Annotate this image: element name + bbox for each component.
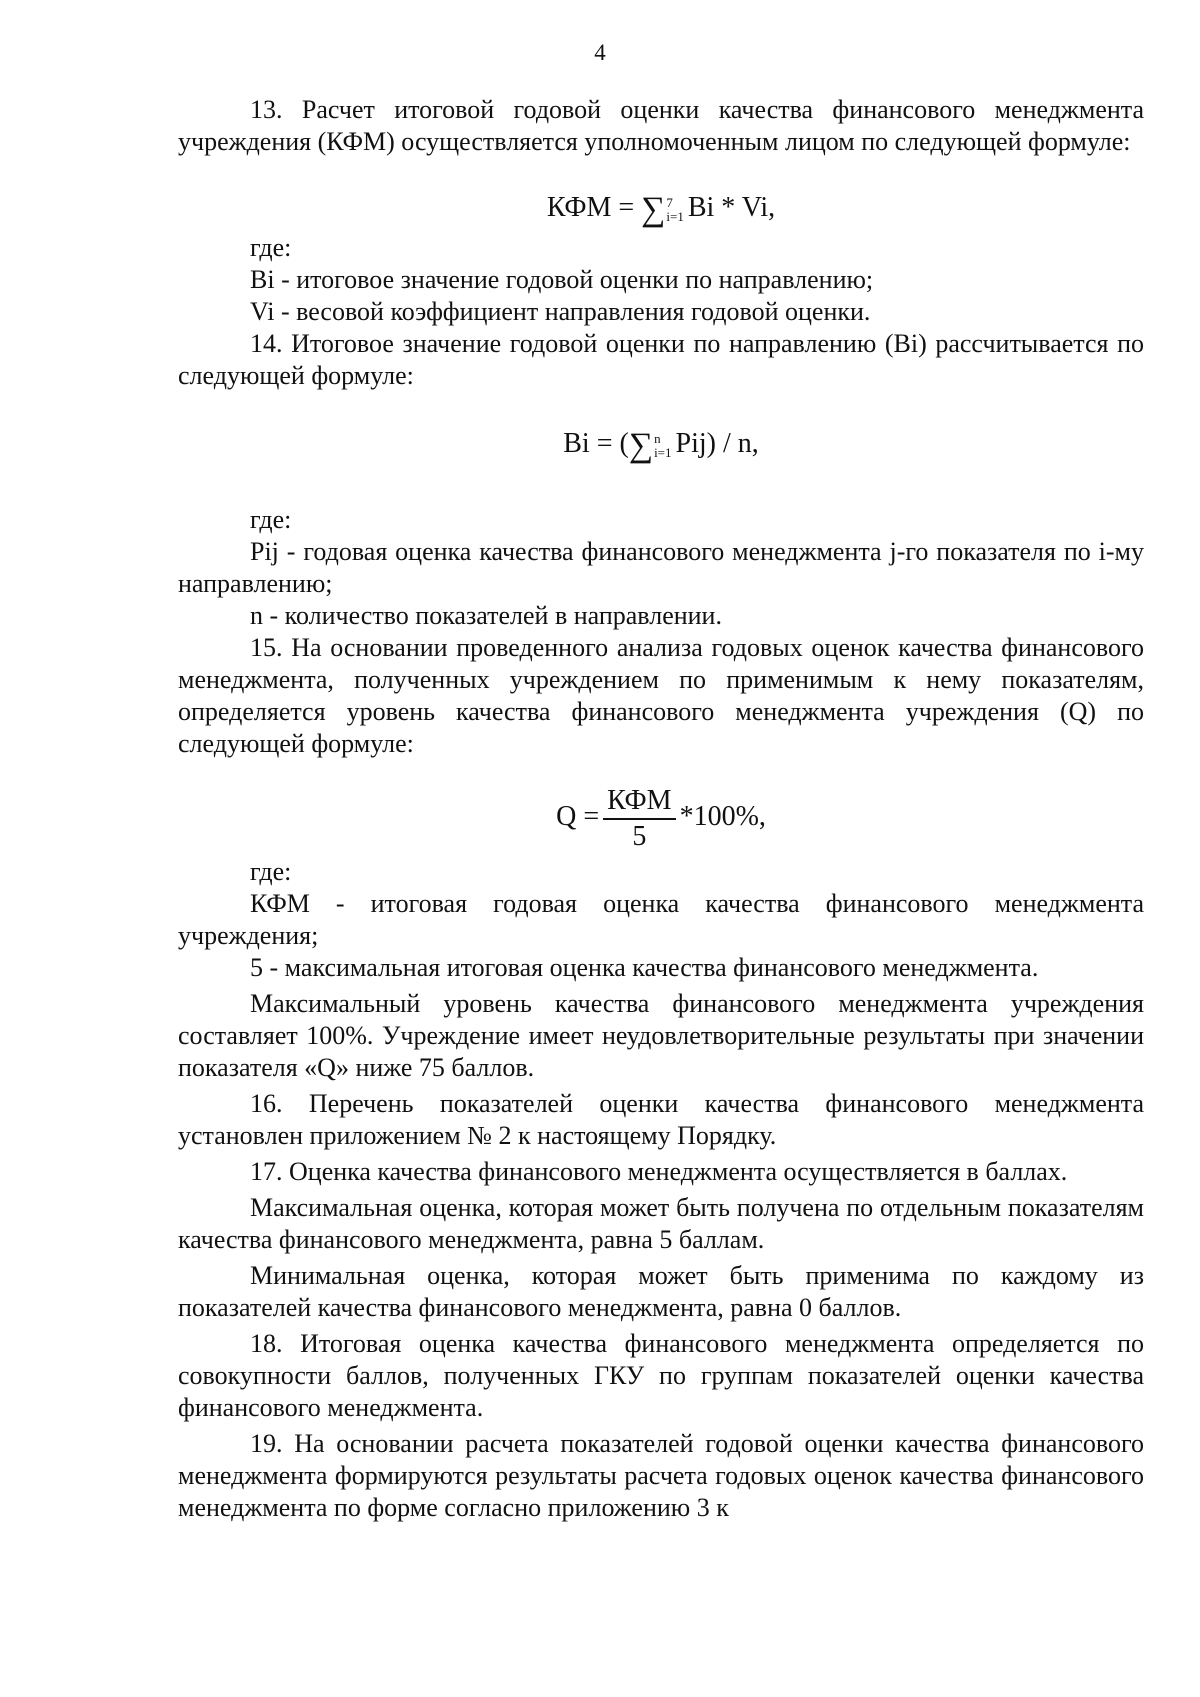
formula-q <box>178 784 1144 850</box>
sum-sign: ∑ <box>641 191 666 228</box>
definition-pij: Pij - годовая оценка качества финансового менеджмента j-го показателя по i-му направлению; <box>178 537 1144 598</box>
sum-upper: 7 <box>666 194 673 210</box>
formula-bi-lhs: Bi = ( <box>563 428 629 459</box>
paragraph-15-max-level: Максимальный уровень качества финансового менеджмента учреждения составляет 100%. Учреждение имеет неудовлетворительные результаты при значении показателя «Q» ниже 75 баллов. <box>178 989 1144 1082</box>
where-label-2: где: <box>250 505 292 534</box>
paragraph-17: 17. Оценка качества финансового менеджмента осуществляется в баллах. <box>250 1157 1068 1186</box>
definition-vi: Vi - весовой коэффициент направления годовой оценки. <box>250 297 871 326</box>
sum-limits <box>654 432 671 460</box>
where-label-3: где: <box>250 857 292 886</box>
page-number: 4 <box>594 40 606 65</box>
definition-kfm: КФМ - итоговая годовая оценка качества финансового менеджмента учреждения; <box>178 889 1144 950</box>
definition-5: 5 - максимальная итоговая оценка качества финансового менеджмента. <box>250 953 1039 982</box>
formula-bi <box>178 422 1144 466</box>
formula-q-lhs: Q = <box>556 801 600 832</box>
paragraph-17-min: Минимальная оценка, которая может быть применима по каждому из показателей качества финансового менеджмента, равна 0 баллов. <box>178 1261 1144 1322</box>
paragraph-14: 14. Итоговое значение годовой оценки по направлению (Bi) рассчитывается по следующей формуле: <box>178 329 1144 390</box>
fraction-numerator: КФМ <box>603 786 675 820</box>
where-label-1: где: <box>250 233 292 262</box>
document-body <box>178 94 1144 1524</box>
formula-kfm <box>178 186 1144 230</box>
fraction-denominator: 5 <box>632 820 647 852</box>
sum-lower: i=1 <box>654 444 672 460</box>
formula-q-rhs: *100%, <box>679 801 766 832</box>
sum-upper: n <box>654 430 661 446</box>
paragraph-17-max: Максимальная оценка, которая может быть получена по отдельным показателям качества финансового менеджмента, равна 5 баллам. <box>178 1193 1144 1254</box>
paragraph-13: 13. Расчет итоговой годовой оценки качества финансового менеджмента учреждения (КФМ) осуществляется уполномоченным лицом по следующей формуле: <box>178 95 1144 156</box>
formula-kfm-lhs: КФМ = <box>546 192 635 223</box>
formula-kfm-rhs: Bi * Vi, <box>687 192 776 223</box>
definition-n: n - количество показателей в направлении. <box>250 601 722 630</box>
formula-bi-rhs: Pij) / n, <box>675 428 759 459</box>
sum-limits <box>666 196 683 224</box>
definition-bi: Bi - итоговое значение годовой оценки по направлению; <box>250 265 874 294</box>
paragraph-16: 16. Перечень показателей оценки качества финансового менеджмента установлен приложением № 2 к настоящему Порядку. <box>178 1089 1144 1150</box>
fraction <box>603 786 675 852</box>
sum-lower: i=1 <box>666 208 684 224</box>
paragraph-19: 19. На основании расчета показателей годовой оценки качества финансового менеджмента формируются результаты расчета годовых оценок качества финансового менеджмента по форме согласно приложению 3 к <box>178 1429 1144 1522</box>
paragraph-18: 18. Итоговая оценка качества финансового менеджмента определяется по совокупности баллов, полученных ГКУ по группам показателей оценки качества финансового менеджмента. <box>178 1329 1144 1422</box>
paragraph-15: 15. На основании проведенного анализа годовых оценок качества финансового менеджмента, полученных учреждением по применимым к нему показателям, определяется уровень качества финансового менеджмента учреждения (Q) по следующей формуле: <box>178 633 1144 758</box>
sum-sign: ∑ <box>628 427 654 464</box>
